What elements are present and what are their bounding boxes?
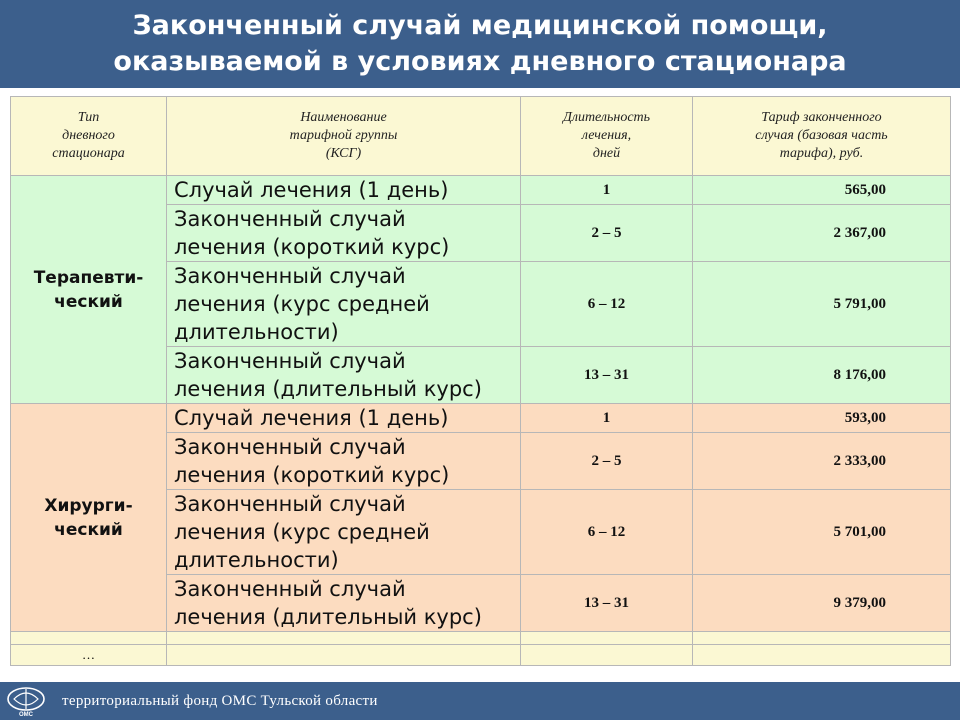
type-line: ческий	[54, 291, 123, 312]
ksg-name-cell	[167, 575, 521, 632]
table-row	[11, 404, 951, 433]
ksg-name-line: Законченный случай	[174, 577, 406, 601]
title-line-2: оказываемой в условиях дневного стационара	[113, 46, 847, 77]
ksg-name-cell	[167, 490, 521, 575]
column-header-name	[167, 97, 521, 176]
footer-organization: территориальный фонд ОМС Тульской области	[62, 693, 378, 709]
days-cell: 2 – 5	[521, 433, 693, 490]
header-line: тарифа), руб.	[779, 146, 864, 161]
table-row	[11, 176, 951, 205]
header-line: Тип	[77, 110, 100, 125]
ksg-name-line: Случай лечения (1 день)	[174, 178, 449, 202]
header-line: стационара	[52, 146, 125, 161]
header-line: случая (базовая часть	[755, 128, 888, 143]
blank-cell	[521, 632, 693, 645]
blank-cell	[167, 632, 521, 645]
ksg-name-line: длительности)	[174, 548, 339, 572]
ksg-name-line: Законченный случай	[174, 207, 406, 231]
slide-footer	[0, 682, 960, 720]
days-cell: 6 – 12	[521, 262, 693, 347]
tariff-cell: 2 333,00	[693, 433, 951, 490]
header-line: дней	[592, 146, 621, 161]
header-line: Длительность	[562, 110, 651, 125]
group-type-surgical	[11, 404, 167, 632]
ksg-name-line: Случай лечения (1 день)	[174, 406, 449, 430]
header-divider	[0, 88, 960, 92]
ksg-name-cell	[167, 205, 521, 262]
table-row-ellipsis	[11, 645, 951, 666]
ksg-name-line: Законченный случай	[174, 492, 406, 516]
tariff-cell: 8 176,00	[693, 347, 951, 404]
group-type-therapeutic	[11, 176, 167, 404]
ksg-name-line: лечения (длительный курс)	[174, 605, 482, 629]
column-header-type	[11, 97, 167, 176]
ksg-name-cell	[167, 433, 521, 490]
column-header-days	[521, 97, 693, 176]
blank-cell	[693, 645, 951, 666]
tariff-cell: 565,00	[693, 176, 951, 205]
ellipsis-cell: …	[11, 645, 167, 666]
ksg-name-cell	[167, 262, 521, 347]
header-line: лечения,	[581, 128, 632, 143]
days-cell: 6 – 12	[521, 490, 693, 575]
tariff-table	[10, 96, 951, 666]
blank-cell	[693, 632, 951, 645]
ksg-name-line: Законченный случай	[174, 435, 406, 459]
header-line: Тариф законченного	[761, 110, 882, 125]
blank-cell	[167, 645, 521, 666]
tariff-cell: 2 367,00	[693, 205, 951, 262]
table-row-blank	[11, 632, 951, 645]
days-cell: 13 – 31	[521, 575, 693, 632]
header-line: Наименование	[300, 110, 387, 125]
tariff-cell: 593,00	[693, 404, 951, 433]
days-cell: 2 – 5	[521, 205, 693, 262]
blank-cell	[11, 632, 167, 645]
tariff-table-container	[10, 96, 950, 666]
days-cell: 13 – 31	[521, 347, 693, 404]
ksg-name-cell	[167, 176, 521, 205]
ksg-name-line: лечения (курс средней	[174, 520, 430, 544]
days-cell: 1	[521, 176, 693, 205]
slide-header	[0, 0, 960, 88]
tariff-cell: 5 701,00	[693, 490, 951, 575]
ksg-name-line: длительности)	[174, 320, 339, 344]
ksg-name-line: лечения (короткий курс)	[174, 463, 450, 487]
title-line-1: Законченный случай медицинской помощи,	[132, 10, 828, 41]
ksg-name-cell	[167, 404, 521, 433]
type-line: Хирурги-	[44, 495, 133, 516]
ksg-name-line: Законченный случай	[174, 264, 406, 288]
days-cell: 1	[521, 404, 693, 433]
header-line: дневного	[62, 128, 115, 143]
type-line: ческий	[54, 519, 123, 540]
type-line: Терапевти-	[33, 267, 144, 288]
tariff-cell: 5 791,00	[693, 262, 951, 347]
tariff-cell: 9 379,00	[693, 575, 951, 632]
ksg-name-line: Законченный случай	[174, 349, 406, 373]
oms-logo-icon	[4, 685, 48, 717]
logo-text: ОМС	[19, 712, 33, 717]
header-line: тарифной группы	[289, 128, 398, 143]
blank-cell	[521, 645, 693, 666]
ksg-name-line: лечения (длительный курс)	[174, 377, 482, 401]
column-header-tariff	[693, 97, 951, 176]
ksg-name-cell	[167, 347, 521, 404]
ksg-name-line: лечения (курс средней	[174, 292, 430, 316]
table-header-row	[11, 97, 951, 176]
header-line: (КСГ)	[325, 146, 362, 161]
ksg-name-line: лечения (короткий курс)	[174, 235, 450, 259]
